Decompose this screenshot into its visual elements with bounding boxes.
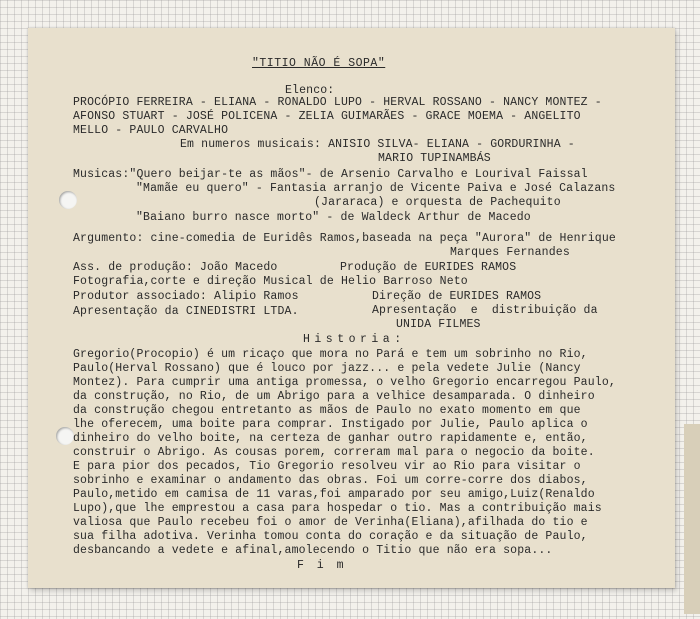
historia-line: da construção, no Rio, de um Abrigo para a velhice desamparada. O dinheiro xyxy=(73,390,595,403)
historia-line: E para pior dos pecados, Tio Gregorio resolveu vir ao Rio para visitar o xyxy=(73,460,581,473)
historia-line: Gregorio(Procopio) é um ricaço que mora no Pará e tem um sobrinho no Rio, xyxy=(73,348,588,361)
historia-line: construir o Abrigo. As cousas porem, correram mal para o negocio da boite. xyxy=(73,446,595,459)
credit-presentation: Apresentação da CINEDISTRI LTDA. xyxy=(73,305,299,318)
elenco-label: Elenco: xyxy=(285,84,335,97)
argumento-cont: Marques Fernandes xyxy=(450,246,570,259)
musical-numbers-cont: MARIO TUPINAMBÁS xyxy=(378,152,491,165)
musical-numbers: Em numeros musicais: ANISIO SILVA- ELIANA - GORDURINHA - xyxy=(180,138,575,151)
credit-photography: Fotografia,corte e direção Musical de Helio Barroso Neto xyxy=(73,275,468,288)
cast-line: AFONSO STUART - JOSÉ POLICENA - ZELIA GUIMARÃES - GRACE MOEMA - ANGELITO xyxy=(73,110,581,123)
punch-hole xyxy=(59,191,77,209)
historia-line: Lupo),que lhe emprestou a casa para hospedar o tio. Mas a contribuição mais xyxy=(73,502,602,515)
cast-line: MELLO - PAULO CARVALHO xyxy=(73,124,229,137)
historia-line: lhe oferecem, uma boite para comprar. Instigado por Julie, Paulo aplica o xyxy=(73,418,588,431)
argumento: Argumento: cine-comedia de Euridês Ramos,baseada na peça "Aurora" de Henrique xyxy=(73,232,616,245)
document-title: "TITIO NÃO É SOPA" xyxy=(252,57,386,70)
music-line: "Mamãe eu quero" - Fantasia arranjo de Vicente Paiva e José Calazans xyxy=(136,182,616,195)
historia-line: sobrinho e examinar o andamento das obras. Foi um corre-corre dos diabos, xyxy=(73,474,588,487)
historia-line: dinheiro do velho boite, na certeza de ganhar outro rapidamente e, então, xyxy=(73,432,588,445)
historia-line: valiosa que Paulo recebeu foi o amor de Verinha(Eliana),afilhada do tio e xyxy=(73,516,588,529)
credit-production-assistant: Ass. de produção: João Macedo xyxy=(73,261,278,274)
credit-distribution: Apresentação e distribuição da xyxy=(372,304,598,317)
music-line: (Jararaca) e orquesta de Pachequito xyxy=(314,196,561,209)
music-line: "Baiano burro nasce morto" - de Waldeck Arthur de Macedo xyxy=(136,211,531,224)
punch-hole xyxy=(56,427,74,445)
cast-line: PROCÓPIO FERREIRA - ELIANA - RONALDO LUPO - HERVAL ROSSANO - NANCY MONTEZ - xyxy=(73,96,602,109)
historia-line: Paulo,metido em camisa de 11 varas,foi amparado por seu amigo,Luiz(Renaldo xyxy=(73,488,595,501)
historia-line: sua filha adotiva. Verinha tomou conta do coração e da situação de Paulo, xyxy=(73,530,588,543)
paper-fold xyxy=(684,424,700,614)
fim: F i m xyxy=(297,559,347,572)
historia-line: da construção chegou entretanto as mãos de Paulo no exato momento em que xyxy=(73,404,581,417)
historia-line: desbancando a vedete e afinal,amolecendo o Titio que não era sopa... xyxy=(73,544,553,557)
document-sheet xyxy=(28,28,675,588)
historia-heading: Historia: xyxy=(303,333,406,346)
music-line: Musicas:"Quero beijar-te as mãos"- de Arsenio Carvalho e Lourival Faissal xyxy=(73,168,588,181)
historia-line: Paulo(Herval Rossano) que é louco por jazz... e pela vedete Julie (Nancy xyxy=(73,362,581,375)
credit-production: Produção de EURIDES RAMOS xyxy=(340,261,517,274)
historia-line: Montez). Para cumprir uma antiga promessa, o velho Gregorio encarregou Paulo, xyxy=(73,376,616,389)
credit-associate-producer: Produtor associado: Alipio Ramos xyxy=(73,290,299,303)
credit-direction: Direção de EURIDES RAMOS xyxy=(372,290,542,303)
credit-distributor: UNIDA FILMES xyxy=(396,318,481,331)
